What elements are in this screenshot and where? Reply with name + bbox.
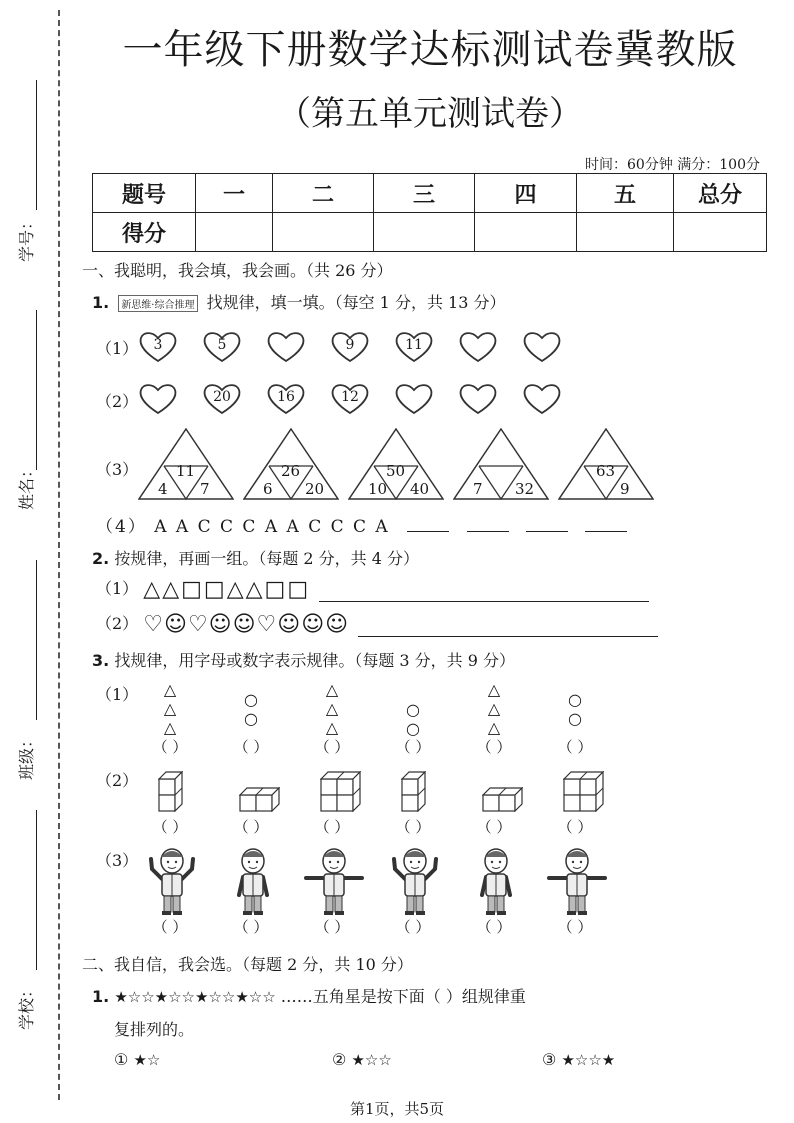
circle-stack: ○ ○ — [244, 690, 258, 728]
heart-shape — [202, 330, 242, 364]
cube-figure — [401, 771, 426, 816]
boy-arms-down-figure — [223, 845, 283, 917]
heart-shape — [202, 382, 242, 416]
score-header-cell: 题号 — [93, 174, 196, 213]
score-header-cell: 三 — [374, 174, 475, 213]
answer-blank[interactable] — [585, 517, 627, 532]
brand-tag: 新思维·综合推理 — [118, 295, 197, 312]
option-1[interactable] — [114, 1050, 160, 1069]
answer-paren[interactable]: （ ） — [233, 918, 269, 936]
answer-paren[interactable]: （ ） — [233, 818, 269, 836]
q3-row1-label: （1） — [96, 685, 139, 704]
q2-heading — [92, 546, 419, 569]
class-line — [36, 560, 37, 720]
triangle-stack: △ △ △ — [325, 680, 339, 737]
answer-paren[interactable]: （ ） — [557, 918, 593, 936]
q3-row2-label: （2） — [96, 771, 139, 790]
number-triangle — [558, 428, 654, 500]
heart-shape — [266, 382, 306, 416]
triangle-top-number: 63 — [596, 462, 616, 480]
page-footer: 第1页，共5页 — [349, 1100, 445, 1118]
q2-row1-label: （1） — [96, 579, 139, 598]
section1-title: 一、我聪明，我会填，我会画。（共 26 分） — [82, 261, 393, 280]
letter-sequence: A A C C C A A C C C A — [154, 517, 390, 537]
score-cell[interactable] — [475, 213, 577, 252]
triangle-top-number: 26 — [281, 462, 301, 480]
score-row-label: 得分 — [93, 213, 196, 252]
q2-row1 — [96, 576, 649, 602]
cube-figure — [320, 771, 361, 816]
triangle-left-number: 6 — [263, 480, 273, 498]
boy-arms-up-figure — [385, 845, 445, 917]
heart-shape[interactable] — [394, 382, 434, 416]
q1-heading — [92, 290, 505, 313]
q1-row4-label: （4） — [96, 517, 147, 537]
triangle-top-number: 11 — [176, 462, 196, 480]
option-3-stars: ★☆☆★ — [561, 1051, 616, 1069]
heart-shape — [138, 330, 178, 364]
circle-stack: ○ ○ — [568, 690, 582, 728]
s2-q1 — [92, 984, 526, 1007]
answer-blank[interactable] — [467, 517, 509, 532]
option-1-stars: ★☆ — [133, 1051, 161, 1069]
option-2-number: ② — [332, 1050, 347, 1069]
heart-shape[interactable] — [138, 382, 178, 416]
heart-shape[interactable] — [522, 382, 562, 416]
q3-number: 3. — [92, 651, 110, 670]
cube-figure — [482, 787, 523, 816]
answer-paren[interactable]: （ ） — [152, 818, 188, 836]
answer-paren[interactable]: （ ） — [557, 818, 593, 836]
score-cell[interactable] — [674, 213, 767, 252]
q2-number: 2. — [92, 549, 110, 568]
score-cell[interactable] — [196, 213, 273, 252]
q3-heading — [92, 648, 515, 671]
q2-row2-label: （2） — [96, 614, 139, 633]
number-triangle — [348, 428, 444, 500]
heart-number: 20 — [213, 389, 231, 405]
score-cell[interactable] — [577, 213, 674, 252]
score-cell[interactable] — [273, 213, 374, 252]
q1-row3-label: （3） — [96, 460, 139, 479]
q1-number: 1. — [92, 293, 110, 312]
q3-row3-label: （3） — [96, 851, 139, 870]
heart-shape — [394, 330, 434, 364]
heart-number: 11 — [405, 337, 423, 353]
boy-arms-out-figure — [304, 845, 364, 917]
star-sequence: ★☆☆★☆☆★☆☆★☆☆ — [114, 988, 276, 1006]
number-triangle — [243, 428, 339, 500]
triangle-left-number: 4 — [158, 480, 168, 498]
heart-shape[interactable] — [458, 382, 498, 416]
option-2[interactable] — [332, 1050, 392, 1069]
name-line — [36, 310, 37, 470]
time-info: 时间：60分钟 满分：100分 — [585, 157, 760, 173]
q2-text: 按规律，再画一组。（每题 2 分，共 4 分） — [114, 549, 420, 568]
heart-shape — [330, 382, 370, 416]
answer-paren[interactable]: （ ） — [476, 738, 512, 756]
answer-paren[interactable]: （ ） — [395, 918, 431, 936]
answer-paren[interactable]: （ ） — [557, 738, 593, 756]
circle-stack: ○ ○ — [406, 700, 420, 738]
cube-figure — [158, 771, 183, 816]
number-triangle — [138, 428, 234, 500]
triangle-right-number: 9 — [620, 480, 630, 498]
cube-figure — [563, 771, 604, 816]
name-label: 姓名： — [17, 461, 36, 510]
triangle-left-number: 10 — [368, 480, 388, 498]
score-header-cell: 一 — [196, 174, 273, 213]
boy-arms-down-figure — [466, 845, 526, 917]
answer-paren[interactable]: （ ） — [476, 918, 512, 936]
answer-paren[interactable]: （ ） — [314, 818, 350, 836]
shape-sequence: ♡☺♡☺☺♡☺☺☺ — [143, 612, 350, 637]
triangle-stack: △ △ △ — [487, 680, 501, 737]
page-title: 一年级下册数学达标测试卷冀教版 — [122, 27, 738, 73]
answer-paren[interactable]: （ ） — [314, 918, 350, 936]
school-label: 学校： — [17, 981, 36, 1030]
answer-paren[interactable]: （ ） — [233, 738, 269, 756]
score-header-cell: 二 — [273, 174, 374, 213]
heart-shape — [330, 330, 370, 364]
draw-answer-line[interactable] — [319, 585, 649, 602]
class-label: 班级： — [17, 731, 36, 780]
triangle-top-number: 50 — [386, 462, 406, 480]
q1-row4 — [96, 512, 627, 537]
answer-paren[interactable]: （ ） — [152, 918, 188, 936]
score-table — [92, 173, 767, 252]
score-header-row — [93, 174, 767, 213]
score-header-cell: 五 — [577, 174, 674, 213]
answer-blank[interactable] — [526, 517, 568, 532]
student-id-line — [36, 80, 37, 210]
option-2-stars: ★☆☆ — [351, 1051, 392, 1069]
score-header-cell: 四 — [475, 174, 577, 213]
answer-paren[interactable]: （ ） — [152, 738, 188, 756]
section2-title: 二、我自信，我会选。（每题 2 分，共 10 分） — [82, 955, 413, 974]
triangle-right-number: 7 — [200, 480, 210, 498]
school-line — [36, 810, 37, 970]
binding-dashed-line — [58, 10, 60, 1100]
shape-sequence: △△□□△△□□ — [143, 577, 311, 602]
answer-paren[interactable]: （ ） — [395, 818, 431, 836]
triangle-right-number: 32 — [515, 480, 535, 498]
q1-row2-label: （2） — [96, 392, 139, 411]
heart-shape[interactable] — [266, 330, 306, 364]
option-1-number: ① — [114, 1050, 129, 1069]
draw-answer-line[interactable] — [358, 620, 658, 637]
number-triangle — [453, 428, 549, 500]
score-input-row — [93, 213, 767, 252]
answer-paren[interactable]: （ ） — [476, 818, 512, 836]
heart-number: 16 — [277, 389, 295, 405]
option-3-number: ③ — [542, 1050, 557, 1069]
s2-q1-text2: 复排列的。 — [114, 1020, 195, 1039]
s2-q1-number: 1. — [92, 987, 110, 1006]
triangle-left-number: 7 — [473, 480, 483, 498]
heart-number: 3 — [153, 337, 163, 353]
triangle-right-number: 40 — [410, 480, 430, 498]
score-header-cell: 总分 — [674, 174, 767, 213]
q1-row1-label: （1） — [96, 339, 139, 358]
score-cell[interactable] — [374, 213, 475, 252]
page-subtitle: （第五单元测试卷） — [277, 94, 583, 134]
q3-text: 找规律，用字母或数字表示规律。（每题 3 分，共 9 分） — [114, 651, 516, 670]
boy-arms-out-figure — [547, 845, 607, 917]
s2-q1-text: ……五角星是按下面（ ）组规律重 — [280, 987, 526, 1006]
answer-blank[interactable] — [407, 517, 449, 532]
triangle-right-number: 20 — [305, 480, 325, 498]
heart-number: 9 — [345, 337, 355, 353]
heart-shape[interactable] — [522, 330, 562, 364]
cube-figure — [239, 787, 280, 816]
triangle-stack: △ △ △ — [163, 680, 177, 737]
heart-number: 12 — [341, 389, 359, 405]
option-3[interactable] — [542, 1050, 615, 1069]
boy-arms-up-figure — [142, 845, 202, 917]
q2-row2 — [96, 611, 658, 637]
q1-text: 找规律，填一填。（每空 1 分，共 13 分） — [206, 293, 506, 312]
answer-paren[interactable]: （ ） — [314, 738, 350, 756]
student-id-label: 学号： — [17, 213, 36, 262]
heart-shape[interactable] — [458, 330, 498, 364]
heart-number: 5 — [217, 337, 227, 353]
answer-paren[interactable]: （ ） — [395, 738, 431, 756]
